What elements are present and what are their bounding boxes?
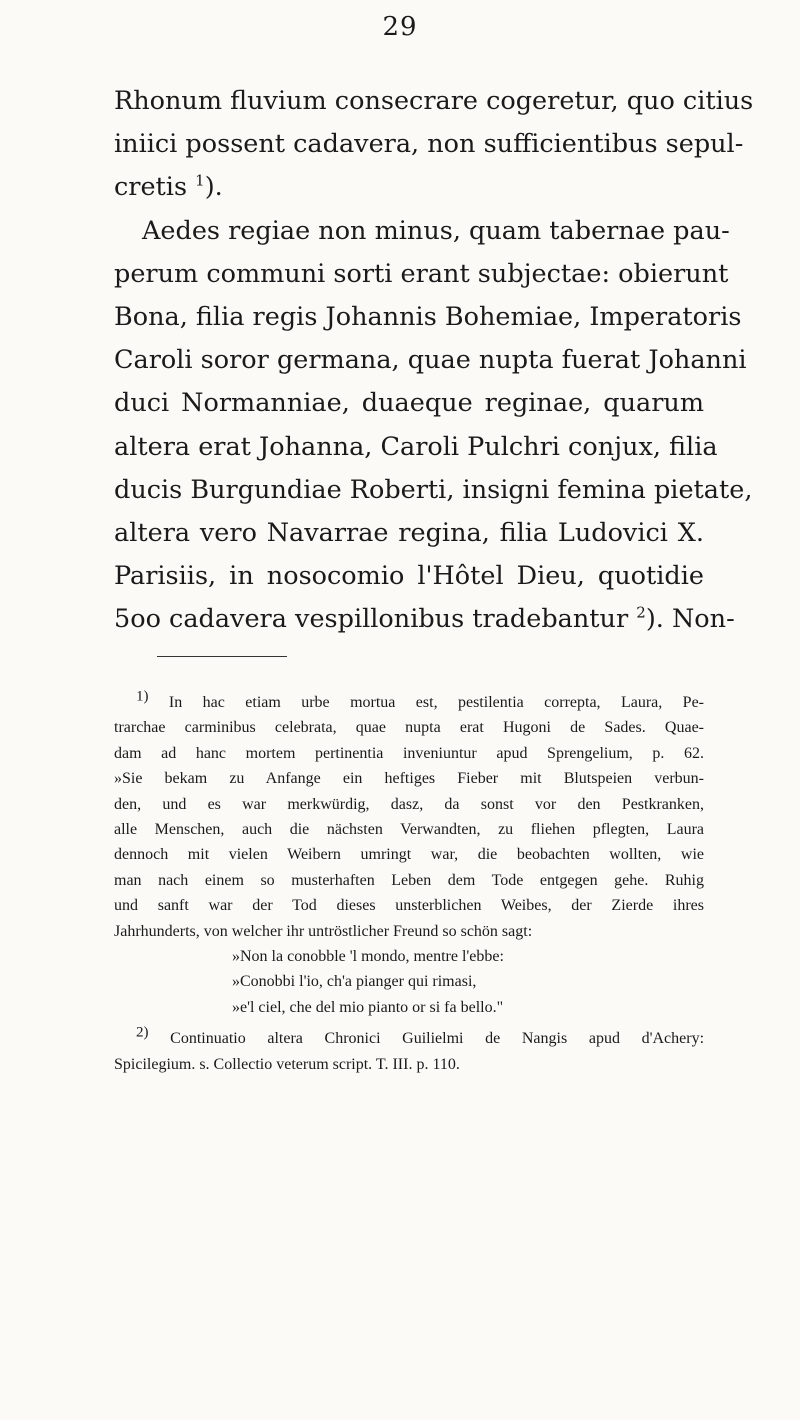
text-line: Rhonum fluvium consecrare cogeretur, quo citius	[114, 86, 754, 116]
footnote-line: $^{1)}$ In hac etiam urbe mortua est, pestilentia correpta, Laura, Pe-	[136, 688, 705, 711]
footnote-line: trarchae carminibus celebrata, quae nupta erat Hugoni de Sades. Quae-	[114, 719, 704, 737]
text-line: Caroli soror germana, quae nupta fuerat Johanni	[114, 345, 747, 376]
page-number: 29	[382, 12, 418, 42]
footnote-line: Jahrhunderts, von welcher ihr untröstlicher Freund so schön sagt:	[114, 922, 533, 940]
footnote-line: alle Menschen, auch die nächsten Verwandten, zu fliehen pflegten, Laura	[114, 821, 704, 839]
verse-line: »e'l ciel, che del mio pianto or si fa bello."	[232, 998, 504, 1016]
footnote-line: »Sie bekam zu Anfange ein heftiges Fieber mit Blutspeien verbun-	[114, 770, 704, 788]
footnotes	[114, 690, 704, 1077]
text-line: altera erat Johanna, Caroli Pulchri conjux, filia	[114, 431, 718, 462]
text-line: altera vero Navarrae regina, filia Ludovici X.	[114, 518, 704, 549]
footnote-line: $^{2)}$ Continuatio altera Chronici Guilielmi de Nangis apud d'Achery:	[136, 1024, 705, 1048]
footnote-1	[114, 690, 704, 1020]
text-line: perum communi sorti erant subjectae: obierunt	[114, 258, 729, 289]
footnote-line: man nach einem so musterhaften Leben dem Tode entgegen gehe. Ruhig	[114, 871, 704, 889]
footnote-ref-1: 1	[195, 171, 205, 190]
footnote-line: dennoch mit vielen Weibern umringt war, die beobachten wollten, wie	[114, 846, 704, 864]
footnote-marker: 2)	[136, 1024, 149, 1041]
text-line: iniici possent cadavera, non sufficientibus sepul-	[114, 129, 744, 160]
text-line: cretis $^1$).	[114, 171, 223, 203]
verse-line: »Non la conobble 'l mondo, mentre l'ebbe:	[232, 948, 504, 966]
footnote-divider	[157, 656, 287, 657]
footnote-ref-2: 2	[636, 603, 646, 622]
text-line: duci Normanniae, duaeque reginae, quarum	[114, 388, 704, 419]
text-line: Bona, filia regis Johannis Bohemiae, Imperatoris	[114, 302, 742, 333]
text-line: Parisiis, in nosocomio l'Hôtel Dieu, quotidie	[114, 561, 704, 592]
text-line: 5oo cadavera vespillonibus tradebantur $^2$). Non-	[114, 603, 735, 635]
text-line: Aedes regiae non minus, quam tabernae pau-	[142, 215, 730, 246]
footnote-line: Spicilegium. s. Collectio veterum script. T. III. p. 110.	[114, 1055, 460, 1073]
footnote-line: den, und es war merkwürdig, dasz, da sonst vor den Pestkranken,	[114, 795, 704, 813]
main-text	[114, 80, 754, 642]
footnote-2	[114, 1026, 704, 1077]
footnote-line: und sanft war der Tod dieses unsterblichen Weibes, der Zierde ihres	[114, 897, 704, 915]
text-line: ducis Burgundiae Roberti, insigni femina pietate,	[114, 474, 753, 505]
verse-line: »Conobbi l'io, ch'a pianger qui rimasi,	[232, 973, 477, 991]
footnote-marker: 1)	[136, 688, 149, 705]
footnote-line: dam ad hanc mortem pertinentia inveniuntur apud Sprengelium, p. 62.	[114, 744, 704, 762]
